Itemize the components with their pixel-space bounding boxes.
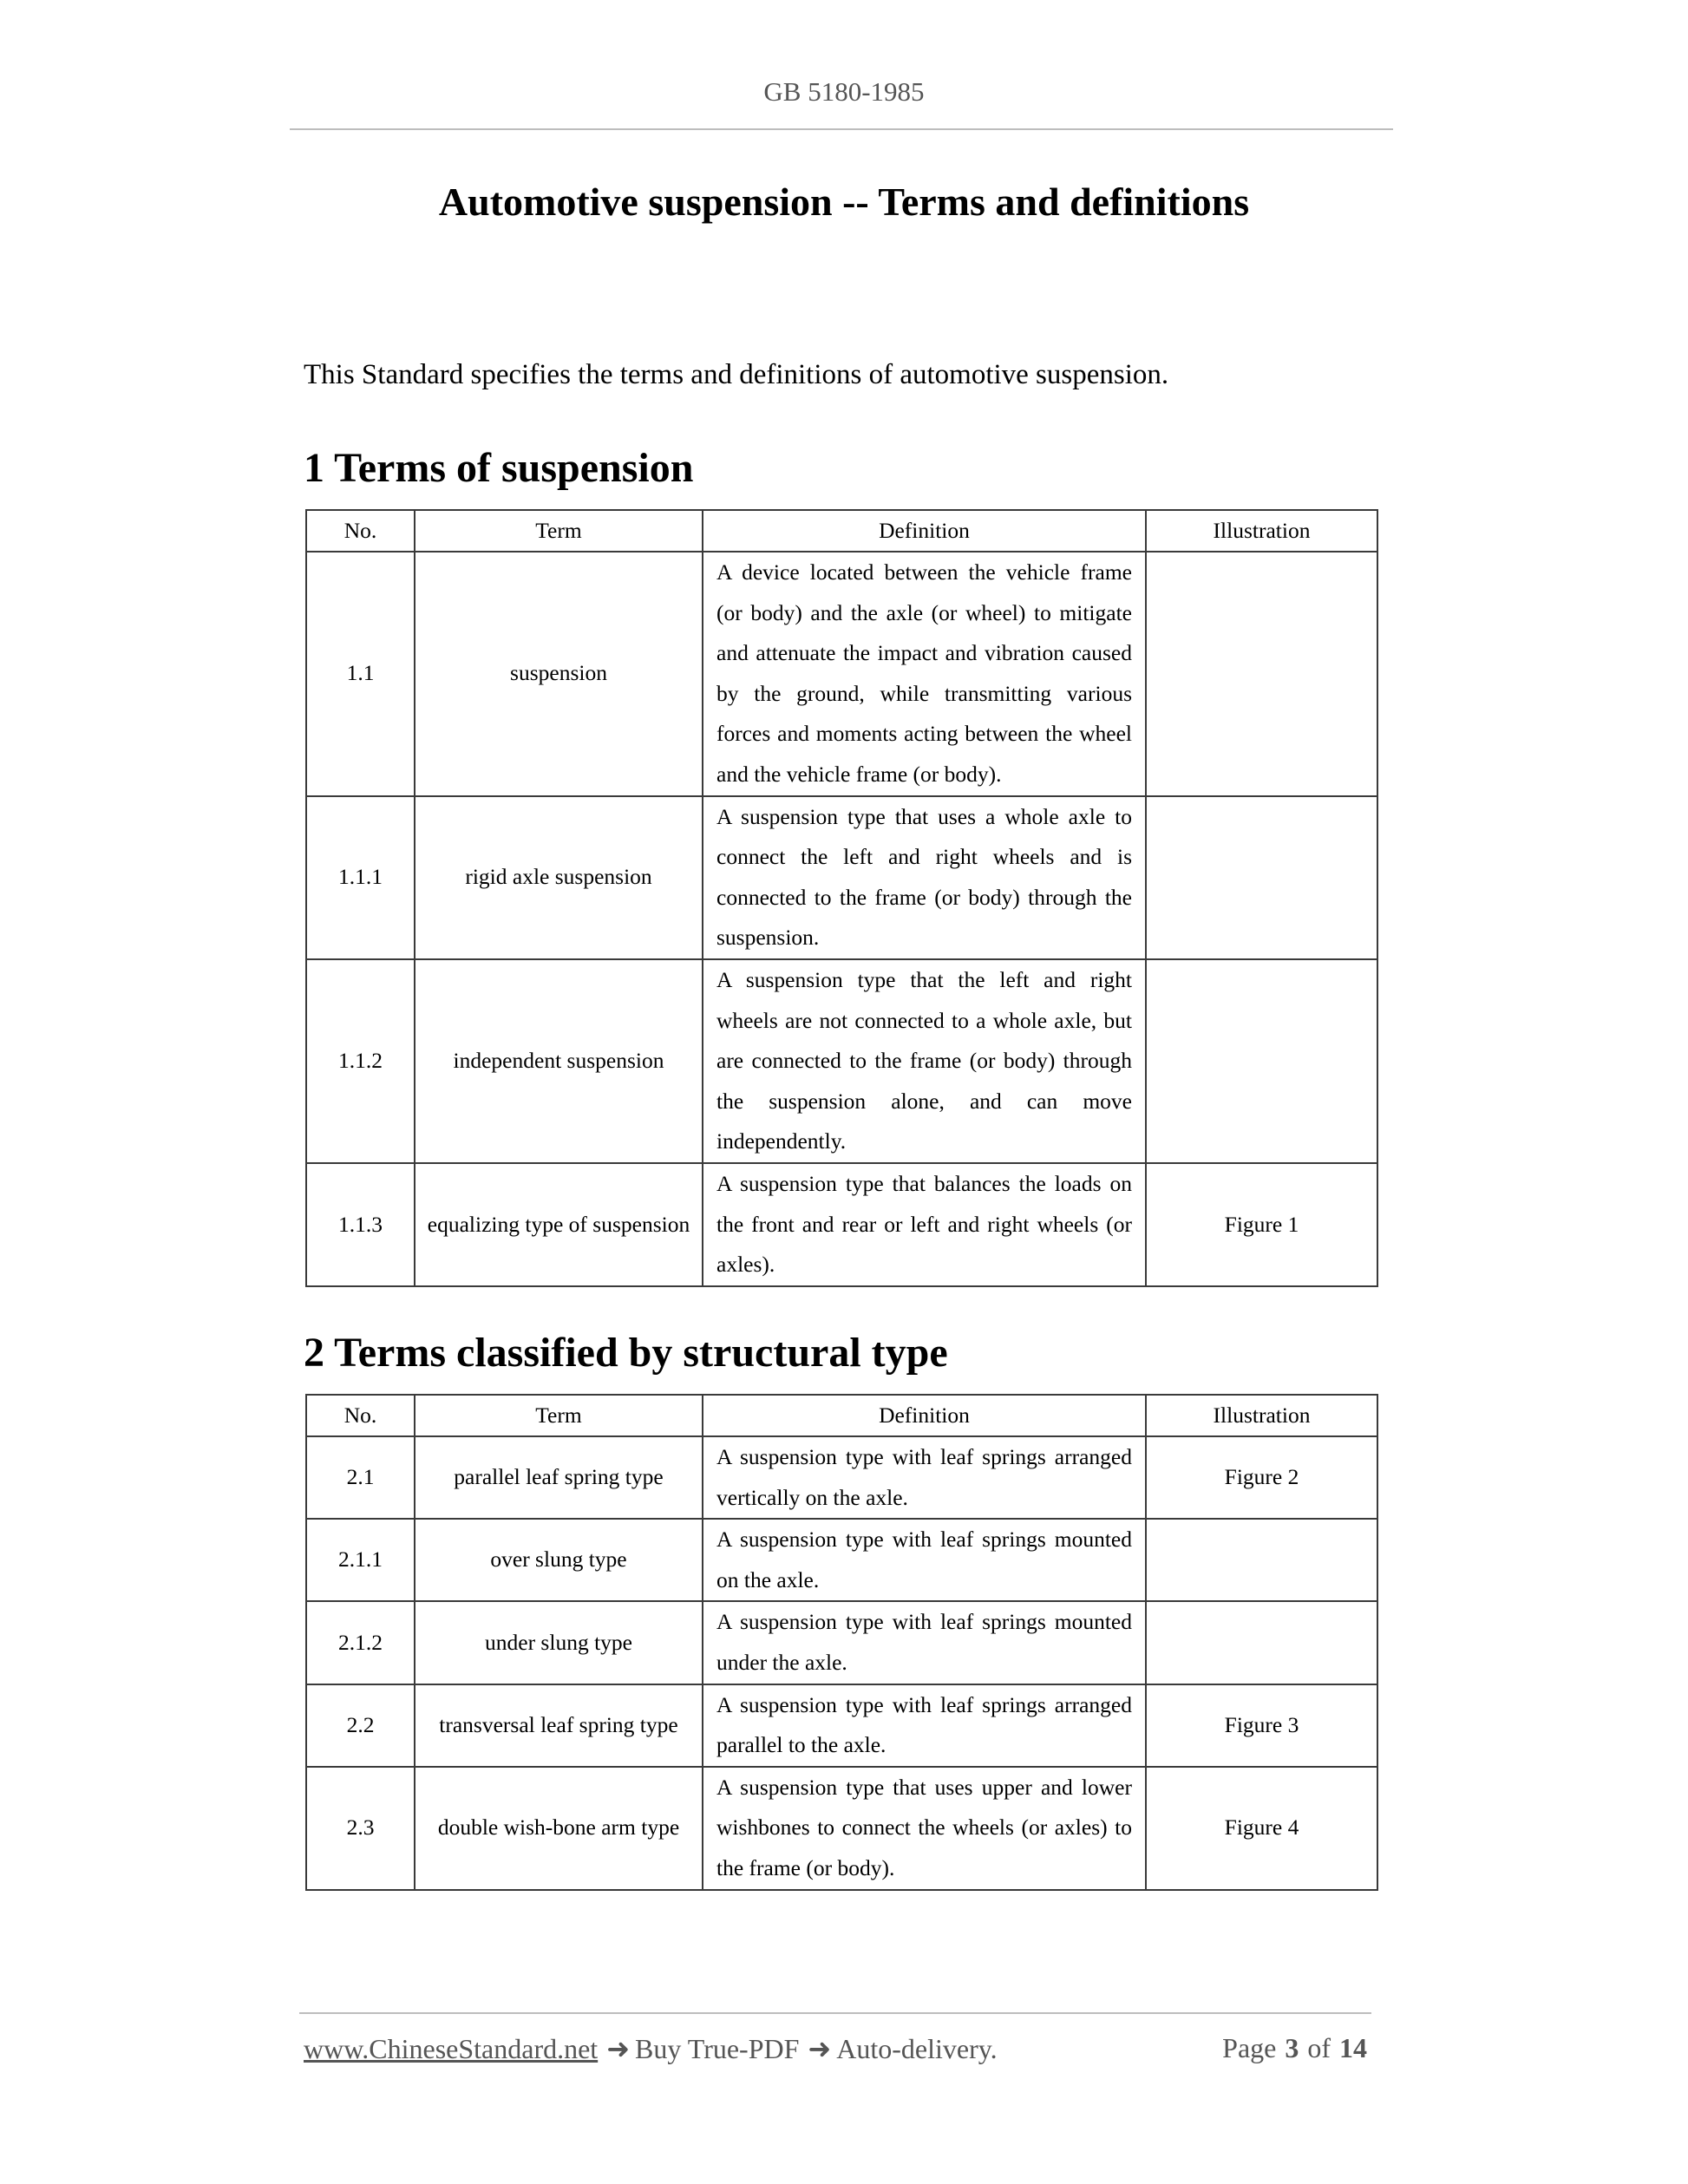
total-page-count: 14: [1339, 2032, 1367, 2063]
column-header-no: No.: [306, 1395, 415, 1436]
footer-links: [304, 2032, 998, 2065]
current-page-number: 3: [1285, 2032, 1299, 2063]
arrow-right-icon: ➜: [606, 2033, 630, 2064]
page-label: Page: [1222, 2032, 1277, 2063]
term-name: independent suspension: [415, 959, 703, 1163]
term-illustration: [1146, 796, 1377, 959]
table-header-row: [306, 1395, 1377, 1436]
term-illustration: [1146, 552, 1377, 796]
term-illustration: [1146, 1601, 1377, 1684]
term-illustration: Figure 3: [1146, 1684, 1377, 1767]
term-name: double wish-bone arm type: [415, 1767, 703, 1890]
column-header-definition: Definition: [703, 510, 1146, 552]
table-row: [306, 1163, 1377, 1286]
term-number: 2.1: [306, 1436, 415, 1519]
terms-table-section-1: [305, 509, 1378, 1287]
term-name: rigid axle suspension: [415, 796, 703, 959]
term-illustration: Figure 4: [1146, 1767, 1377, 1890]
term-name: suspension: [415, 552, 703, 796]
term-illustration: Figure 1: [1146, 1163, 1377, 1286]
table-row: [306, 1436, 1377, 1519]
intro-paragraph: This Standard specifies the terms and definitions of automotive suspension.: [304, 359, 1169, 390]
section-1-heading: 1 Terms of suspension: [304, 445, 694, 491]
page-footer: [304, 2032, 1367, 2070]
term-illustration: Figure 2: [1146, 1436, 1377, 1519]
term-name: under slung type: [415, 1601, 703, 1684]
website-link[interactable]: www.ChineseStandard.net: [304, 2033, 599, 2064]
of-label: of: [1307, 2032, 1331, 2063]
term-name: transversal leaf spring type: [415, 1684, 703, 1767]
term-number: 2.1.1: [306, 1519, 415, 1601]
term-illustration: [1146, 959, 1377, 1163]
term-definition: A suspension type with leaf springs mounted under the axle.: [703, 1601, 1146, 1684]
table-row: [306, 1767, 1377, 1890]
table-row: [306, 796, 1377, 959]
footer-divider: [299, 2012, 1371, 2014]
buy-pdf-link[interactable]: Buy True-PDF: [635, 2033, 800, 2064]
term-definition: A suspension type with leaf springs mounted on the axle.: [703, 1519, 1146, 1601]
column-header-no: No.: [306, 510, 415, 552]
term-number: 1.1.2: [306, 959, 415, 1163]
table-row: [306, 1519, 1377, 1601]
column-header-term: Term: [415, 510, 703, 552]
term-number: 2.2: [306, 1684, 415, 1767]
page-indicator: [1222, 2032, 1367, 2064]
auto-delivery-text: Auto-delivery.: [836, 2033, 998, 2064]
term-number: 2.1.2: [306, 1601, 415, 1684]
table-row: [306, 1601, 1377, 1684]
term-name: equalizing type of suspension: [415, 1163, 703, 1286]
header-divider: [290, 128, 1393, 130]
term-definition: A suspension type with leaf springs arranged parallel to the axle.: [703, 1684, 1146, 1767]
term-illustration: [1146, 1519, 1377, 1601]
terms-table-section-2: [305, 1394, 1378, 1891]
term-name: parallel leaf spring type: [415, 1436, 703, 1519]
term-definition: A device located between the vehicle frame (or body) and the axle (or wheel) to mitigate and attenuate the impact and vibration caused by the ground, while transmitting various forces and moments acting between the wheel and the vehicle frame (or body).: [703, 552, 1146, 796]
term-number: 1.1.1: [306, 796, 415, 959]
term-number: 1.1.3: [306, 1163, 415, 1286]
table-row: [306, 552, 1377, 796]
term-number: 1.1: [306, 552, 415, 796]
term-definition: A suspension type that uses upper and lower wishbones to connect the wheels (or axles) to the frame (or body).: [703, 1767, 1146, 1890]
column-header-definition: Definition: [703, 1395, 1146, 1436]
column-header-illustration: Illustration: [1146, 1395, 1377, 1436]
table-row: [306, 959, 1377, 1163]
term-definition: A suspension type that balances the loads on the front and rear or left and right wheels (or axles).: [703, 1163, 1146, 1286]
term-name: over slung type: [415, 1519, 703, 1601]
header-standard-code: GB 5180-1985: [763, 76, 925, 107]
section-2-heading: 2 Terms classified by structural type: [304, 1330, 948, 1376]
table-header-row: [306, 510, 1377, 552]
document-title: Automotive suspension -- Terms and definitions: [438, 180, 1250, 224]
term-definition: A suspension type with leaf springs arranged vertically on the axle.: [703, 1436, 1146, 1519]
arrow-right-icon: ➜: [808, 2033, 832, 2064]
term-number: 2.3: [306, 1767, 415, 1890]
term-definition: A suspension type that the left and right wheels are not connected to a whole axle, but are connected to the frame (or body) through the suspension alone, and can move independently.: [703, 959, 1146, 1163]
column-header-illustration: Illustration: [1146, 510, 1377, 552]
term-definition: A suspension type that uses a whole axle to connect the left and right wheels and is connected to the frame (or body) through the suspension.: [703, 796, 1146, 959]
column-header-term: Term: [415, 1395, 703, 1436]
table-row: [306, 1684, 1377, 1767]
